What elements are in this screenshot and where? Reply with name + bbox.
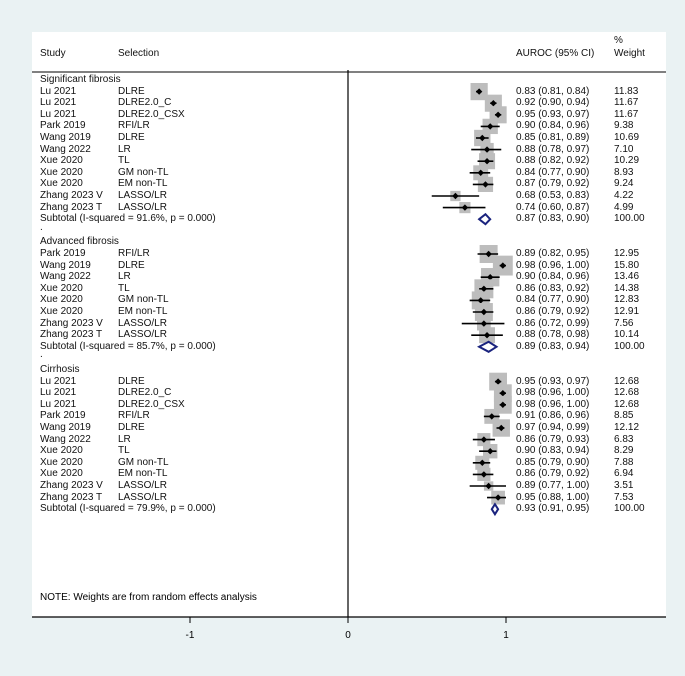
selection-label: GM non-TL <box>118 294 169 306</box>
ci-label: 0.86 (0.83, 0.92) <box>516 282 590 294</box>
ci-label: 0.98 (0.96, 1.00) <box>516 387 590 399</box>
study-label: Lu 2021 <box>40 375 77 387</box>
study-label: Wang 2019 <box>40 422 91 433</box>
weight-label: 8.93 <box>614 166 634 178</box>
selection-label: DLRE <box>118 259 145 271</box>
selection-label: LR <box>118 143 131 155</box>
study-label: Xue 2020 <box>40 306 83 317</box>
selection-label: LASSO/LR <box>118 201 167 213</box>
study-label: Park 2019 <box>40 248 86 259</box>
study-label: Lu 2021 <box>40 108 77 120</box>
selection-label: GM non-TL <box>118 166 169 178</box>
subtotal-ci: 0.87 (0.83, 0.90) <box>516 213 590 225</box>
selection-label: DLRE <box>118 85 145 97</box>
header-study: Study <box>40 48 66 59</box>
weight-label: 9.38 <box>614 120 634 132</box>
selection-label: RFI/LR <box>118 248 150 259</box>
note: NOTE: Weights are from random effects analysis <box>40 592 257 603</box>
study-label: Zhang 2023 T <box>40 201 103 213</box>
selection-label: DLRE <box>118 422 145 433</box>
ci-label: 0.87 (0.79, 0.92) <box>516 178 590 190</box>
ci-label: 0.98 (0.96, 1.00) <box>516 398 590 410</box>
ci-label: 0.88 (0.82, 0.92) <box>516 155 590 167</box>
weight-label: 8.85 <box>614 410 634 422</box>
study-label: Xue 2020 <box>40 282 83 294</box>
weight-label: 7.88 <box>614 456 634 468</box>
weight-label: 14.38 <box>614 282 640 294</box>
ci-label: 0.85 (0.81, 0.89) <box>516 132 590 143</box>
subtotal-ci: 0.93 (0.91, 0.95) <box>516 503 590 515</box>
ci-label: 0.84 (0.77, 0.90) <box>516 294 590 306</box>
selection-label: DLRE2.0_C <box>118 97 172 109</box>
selection-label: DLRE2.0_CSX <box>118 108 185 120</box>
study-label: Zhang 2023 T <box>40 491 103 503</box>
ci-label: 0.86 (0.72, 0.99) <box>516 317 590 329</box>
subtotal-weight: 100.00 <box>614 503 645 515</box>
subtotal-weight: 100.00 <box>614 213 645 225</box>
x-tick-label: -1 <box>185 630 195 641</box>
study-label: Zhang 2023 V <box>40 190 103 201</box>
selection-label: TL <box>118 155 130 167</box>
subtotal-diamond <box>479 342 496 352</box>
ci-label: 0.95 (0.88, 1.00) <box>516 491 590 503</box>
weight-label: 10.69 <box>614 132 640 143</box>
ci-label: 0.95 (0.93, 0.97) <box>516 375 590 387</box>
study-label: Wang 2022 <box>40 433 91 445</box>
selection-label: LASSO/LR <box>118 480 167 491</box>
weight-label: 7.56 <box>614 317 634 329</box>
header-auroc: AUROC (95% CI) <box>516 48 595 59</box>
group-label: Advanced fibrosis <box>40 236 119 248</box>
ci-label: 0.86 (0.79, 0.92) <box>516 306 590 317</box>
subtotal-diamond <box>479 214 490 224</box>
study-label: Xue 2020 <box>40 155 83 167</box>
ci-label: 0.92 (0.90, 0.94) <box>516 97 590 109</box>
study-label: Wang 2019 <box>40 259 91 271</box>
selection-label: RFI/LR <box>118 410 150 422</box>
selection-label: LASSO/LR <box>118 190 167 201</box>
weight-label: 12.12 <box>614 422 640 433</box>
ci-label: 0.89 (0.77, 1.00) <box>516 480 590 491</box>
weight-label: 11.67 <box>614 97 639 109</box>
selection-label: DLRE2.0_C <box>118 387 172 399</box>
selection-label: DLRE2.0_CSX <box>118 398 185 410</box>
ci-label: 0.98 (0.96, 1.00) <box>516 259 590 271</box>
header-weight-pct: % <box>614 35 623 46</box>
selection-label: LR <box>118 271 131 283</box>
subtotal-ci: 0.89 (0.83, 0.94) <box>516 340 590 352</box>
study-label: Wang 2022 <box>40 143 91 155</box>
study-label: Wang 2019 <box>40 132 91 143</box>
weight-label: 6.94 <box>614 468 634 480</box>
study-label: Lu 2021 <box>40 97 77 109</box>
ci-label: 0.90 (0.84, 0.96) <box>516 120 590 132</box>
ci-label: 0.68 (0.53, 0.83) <box>516 190 590 201</box>
header-weight: Weight <box>614 48 645 59</box>
weight-label: 4.99 <box>614 201 634 213</box>
study-label: Xue 2020 <box>40 178 83 190</box>
study-label: Zhang 2023 T <box>40 329 103 341</box>
study-label: Lu 2021 <box>40 387 77 399</box>
header-selection: Selection <box>118 48 160 59</box>
weight-label: 7.53 <box>614 491 634 503</box>
weight-label: 11.83 <box>614 85 639 97</box>
study-label: Lu 2021 <box>40 85 77 97</box>
weight-label: 12.68 <box>614 398 640 410</box>
weight-label: 10.14 <box>614 329 640 341</box>
weight-label: 10.29 <box>614 155 640 167</box>
study-label: Zhang 2023 V <box>40 480 103 491</box>
spacer-dot: . <box>40 221 43 233</box>
group-label: Cirrhosis <box>40 364 80 375</box>
study-label: Lu 2021 <box>40 398 77 410</box>
study-label: Xue 2020 <box>40 468 83 480</box>
ci-label: 0.86 (0.79, 0.93) <box>516 433 590 445</box>
weight-label: 4.22 <box>614 190 634 201</box>
ci-label: 0.88 (0.78, 0.97) <box>516 143 590 155</box>
selection-label: LASSO/LR <box>118 329 167 341</box>
weight-label: 6.83 <box>614 433 634 445</box>
selection-label: EM non-TL <box>118 178 168 190</box>
selection-label: RFI/LR <box>118 120 150 132</box>
selection-label: LASSO/LR <box>118 491 167 503</box>
study-label: Xue 2020 <box>40 456 83 468</box>
x-tick-label: 0 <box>345 630 351 641</box>
weight-label: 12.95 <box>614 248 640 259</box>
ci-label: 0.91 (0.86, 0.96) <box>516 410 590 422</box>
weight-label: 13.46 <box>614 271 640 283</box>
ci-label: 0.84 (0.77, 0.90) <box>516 166 590 178</box>
study-label: Wang 2022 <box>40 271 91 283</box>
weight-label: 12.91 <box>614 306 640 317</box>
ci-label: 0.83 (0.81, 0.84) <box>516 85 590 97</box>
ci-label: 0.74 (0.60, 0.87) <box>516 201 590 213</box>
ci-label: 0.85 (0.79, 0.90) <box>516 456 590 468</box>
weight-label: 8.29 <box>614 445 634 457</box>
ci-label: 0.89 (0.82, 0.95) <box>516 248 590 259</box>
ci-label: 0.90 (0.83, 0.94) <box>516 445 590 457</box>
selection-label: TL <box>118 445 130 457</box>
study-label: Xue 2020 <box>40 445 83 457</box>
selection-label: LR <box>118 433 131 445</box>
ci-label: 0.90 (0.84, 0.96) <box>516 271 590 283</box>
selection-label: DLRE <box>118 375 145 387</box>
selection-label: GM non-TL <box>118 456 169 468</box>
selection-label: EM non-TL <box>118 468 168 480</box>
selection-label: TL <box>118 282 130 294</box>
x-tick-label: 1 <box>503 630 509 641</box>
subtotal-diamond <box>492 504 498 514</box>
weight-label: 15.80 <box>614 259 640 271</box>
study-label: Park 2019 <box>40 120 86 132</box>
selection-label: DLRE <box>118 132 145 143</box>
study-label: Zhang 2023 V <box>40 317 103 329</box>
weight-label: 9.24 <box>614 178 634 190</box>
ci-label: 0.86 (0.79, 0.92) <box>516 468 590 480</box>
group-label: Significant fibrosis <box>40 74 121 85</box>
subtotal-label: Subtotal (I-squared = 85.7%, p = 0.000) <box>40 340 216 352</box>
study-label: Xue 2020 <box>40 294 83 306</box>
subtotal-label: Subtotal (I-squared = 79.9%, p = 0.000) <box>40 503 216 515</box>
selection-label: LASSO/LR <box>118 317 167 329</box>
weight-label: 12.83 <box>614 294 640 306</box>
weight-label: 7.10 <box>614 143 634 155</box>
spacer-dot: . <box>40 349 43 361</box>
study-label: Xue 2020 <box>40 166 83 178</box>
ci-label: 0.97 (0.94, 0.99) <box>516 422 590 433</box>
weight-label: 11.67 <box>614 108 639 120</box>
ci-label: 0.88 (0.78, 0.98) <box>516 329 590 341</box>
ci-label: 0.95 (0.93, 0.97) <box>516 108 590 120</box>
weight-label: 12.68 <box>614 375 640 387</box>
weight-label: 12.68 <box>614 387 640 399</box>
study-label: Park 2019 <box>40 410 86 422</box>
subtotal-weight: 100.00 <box>614 340 645 352</box>
subtotal-label: Subtotal (I-squared = 91.6%, p = 0.000) <box>40 213 216 225</box>
selection-label: EM non-TL <box>118 306 168 317</box>
weight-label: 3.51 <box>614 480 634 491</box>
